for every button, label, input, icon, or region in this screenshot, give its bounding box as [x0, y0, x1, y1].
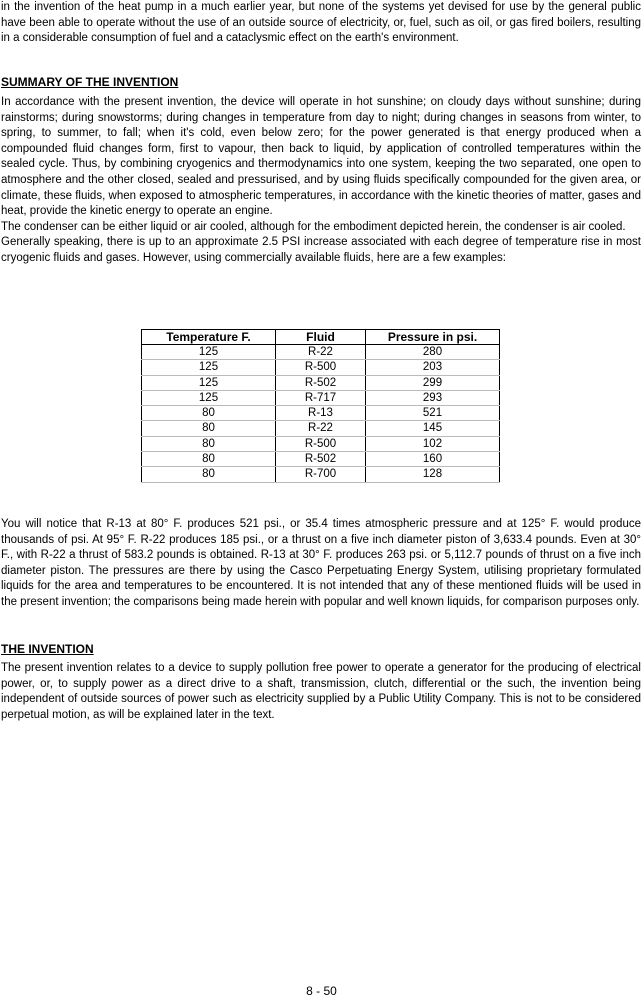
table-header-row: [142, 330, 500, 345]
summary-paragraph-3: Generally speaking, there is up to an approximate 2.5 PSI increase associated with each degree of temperature rise in most cryogenic fluids and gases. However, using commercially available fluids, here are a few examples:: [1, 236, 641, 264]
header-temperature: Temperature F.: [142, 330, 276, 345]
cell-fluid: R-22: [276, 421, 366, 436]
table-row: [142, 406, 500, 421]
cell-fluid: R-700: [276, 467, 366, 482]
summary-paragraph-1: In accordance with the present invention, the device will operate in hot sunshine; on cloudy days without sunshine; during rainstorms; during snowstorms; during changes in temperature from day to night; during changes in seasons from winter, to spring, to summer, to fall; when it's cold, even below zero; for the power generated is that energy produced when a compounded fluid changes form, first to vapour, then back to liquid, by application of controlled temperatures within the sealed cycle. Thus, by combining cryogenics and thermodynamics into one system, keeping the two separated, one open to atmosphere and the other closed, sealed and pressurised, and by using fluids specifically compounded for the given area, or climate, these fluids, when exposed to atmospheric temperatures, in accordance with the kinetic theories of matter, gases and heat, provide the kinetic energy to operate an engine.: [1, 96, 641, 218]
cell-temperature: 80: [142, 436, 276, 451]
cell-pressure: 203: [366, 360, 500, 375]
cell-pressure: 299: [366, 375, 500, 390]
cell-pressure: 521: [366, 406, 500, 421]
cell-temperature: 80: [142, 452, 276, 467]
notice-paragraph: You will notice that R-13 at 80° F. produces 521 psi., or 35.4 times atmospheric pressure and at 125° F. would produce thousands of psi. At 95° F. R-22 produces 185 psi., or a thrust on a five inch diameter piston of 3,633.4 pounds. Even at 30° F., with R-22 a thrust of 583.2 pounds is obtained. R-13 at 30° F. produces 263 psi. or 5,112.7 pounds of thrust on a five inch diameter piston. The pressures are there by using the Casco Perpetuating Energy System, utilising proprietary formulated liquids for the area and temperatures to be encountered. It is not intended that any of these mentioned fluids will be used in the present invention; the comparisons being made herein with popular and well known liquids, for comparison purposes only.: [1, 518, 641, 608]
fluid-pressure-table: [141, 329, 500, 483]
summary-paragraph-2: The condenser can be either liquid or air cooled, although for the embodiment depicted herein, the condenser is air cooled.: [1, 220, 626, 233]
cell-pressure: 280: [366, 345, 500, 360]
notice-block: [1, 517, 641, 611]
table-row: [142, 467, 500, 482]
intro-block: [1, 0, 641, 47]
cell-fluid: R-500: [276, 436, 366, 451]
table-row: [142, 360, 500, 375]
table-row: [142, 375, 500, 390]
cell-temperature: 125: [142, 360, 276, 375]
header-pressure: Pressure in psi.: [366, 330, 500, 345]
cell-temperature: 80: [142, 421, 276, 436]
summary-heading: SUMMARY OF THE INVENTION: [1, 75, 179, 89]
cell-fluid: R-22: [276, 345, 366, 360]
page-number: 8 - 50: [306, 984, 337, 998]
cell-pressure: 145: [366, 421, 500, 436]
summary-block: [1, 95, 641, 267]
invention-heading: THE INVENTION: [1, 642, 94, 656]
intro-paragraph: in the invention of the heat pump in a much earlier year, but none of the systems yet devised for use by the general public have been able to operate without the use of an outside source of electricity, or, fuel, such as oil, or gas fired boilers, resulting in a considerable consumption of fuel and a cataclysmic effect on the earth's environment.: [1, 1, 641, 45]
invention-paragraph: The present invention relates to a device to supply pollution free power to operate a generator for the producing of electrical power, or, to supply power as a direct drive to a shaft, transmission, clutch, differential or the such, the invention being independent of outside sources of power such as electricity supplied by a Public Utility Company. This is not to be considered perpetual motion, as will be explained later in the text.: [1, 662, 641, 721]
table-row: [142, 452, 500, 467]
cell-temperature: 80: [142, 467, 276, 482]
table-row: [142, 390, 500, 405]
cell-temperature: 80: [142, 406, 276, 421]
cell-fluid: R-13: [276, 406, 366, 421]
table-row: [142, 436, 500, 451]
cell-fluid: R-717: [276, 390, 366, 405]
cell-fluid: R-502: [276, 375, 366, 390]
cell-fluid: R-500: [276, 360, 366, 375]
cell-temperature: 125: [142, 390, 276, 405]
invention-block: [1, 661, 641, 723]
table-row: [142, 345, 500, 360]
cell-pressure: 293: [366, 390, 500, 405]
header-fluid: Fluid: [276, 330, 366, 345]
table-row: [142, 421, 500, 436]
cell-temperature: 125: [142, 345, 276, 360]
cell-temperature: 125: [142, 375, 276, 390]
cell-pressure: 160: [366, 452, 500, 467]
table-body: [142, 345, 500, 483]
cell-pressure: 128: [366, 467, 500, 482]
cell-fluid: R-502: [276, 452, 366, 467]
cell-pressure: 102: [366, 436, 500, 451]
